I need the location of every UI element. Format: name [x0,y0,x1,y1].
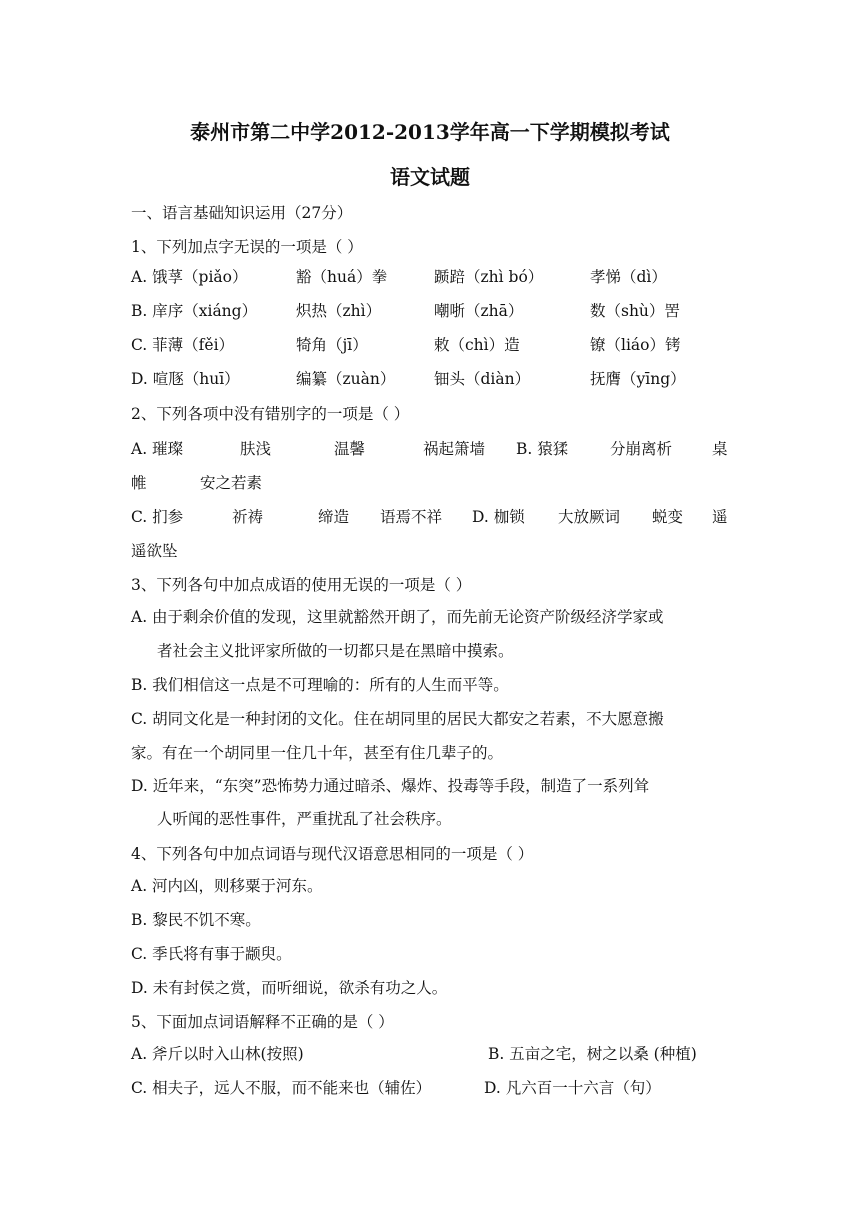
q2-a-word-3: 温馨 [334,440,366,458]
q5-option-b: B. 五亩之宅，树之以桑 (种植) [488,1045,697,1063]
q2-b-word-3-end: 帷 [131,474,147,492]
q2-b-word-2: 分崩离析 [610,440,673,458]
q2-b-word-3-start: 桌 [712,440,728,458]
q2-c-word-3: 缔造 [318,508,350,526]
q1-option-b-1: B. 庠序（xiáng） [131,302,258,320]
q2-d-word-3: 蜕变 [652,508,684,526]
q1-option-d-1: D. 喧豗（huī） [131,370,240,388]
q2-a-word-2: 肤浅 [240,440,272,458]
q1-option-d-3: 钿头（diàn） [434,370,531,388]
q2-c-word-4: 语焉不祥 [380,508,443,526]
q3-option-c-line-1: C. 胡同文化是一种封闭的文化。住在胡同里的居民大都安之若素，不大愿意搬 [131,710,664,728]
q5-option-c: C. 相夫子，远人不服，而不能来也（辅佐） [131,1079,432,1097]
q1-option-a-3: 踬踣（zhì bó） [434,268,544,286]
q1-option-d-4: 抚膺（yīng） [590,370,686,388]
exam-title: 泰州市第二中学2012-2013学年高一下学期模拟考试 [190,120,670,144]
q1-option-b-3: 嘲哳（zhā） [434,302,524,320]
q2-d-word-2: 大放厥词 [558,508,621,526]
q3-option-c-line-2: 家。有在一个胡同里一住几十年，甚至有住几辈子的。 [131,744,504,762]
section-heading: 一、语言基础知识运用（27分） [131,204,353,222]
q4-option-d: D. 未有封侯之赏，而听细说，欲杀有功之人。 [131,979,448,997]
q2-a-word-1: A. 璀璨 [131,440,184,458]
exam-subtitle: 语文试题 [390,165,470,189]
q1-option-d-2: 编纂（zuàn） [296,370,396,388]
question-1-stem: 1、下列加点字无误的一项是（ ） [131,238,363,256]
question-4-stem: 4、下列各句中加点词语与现代汉语意思相同的一项是（ ） [131,845,534,863]
q5-option-d: D. 凡六百一十六言（句） [484,1079,661,1097]
q1-option-a-1: A. 饿莩（piǎo） [131,268,248,286]
q1-option-c-4: 镣（liáo）铐 [590,336,681,354]
q4-option-b: B. 黎民不饥不寒。 [131,911,261,929]
q1-option-a-2: 豁（huá）拳 [296,268,388,286]
q3-option-b: B. 我们相信这一点是不可理喻的：所有的人生而平等。 [131,676,509,694]
q1-option-a-4: 孝悌（dì） [590,268,667,286]
q2-d-word-4-end: 遥欲坠 [131,542,178,560]
q2-a-word-4: 祸起箫墙 [423,440,486,458]
q3-option-a-line-1: A. 由于剩余价值的发现，这里就豁然开朗了，而先前无论资产阶级经济学家或 [131,608,664,626]
q3-option-d-line-2: 人听闻的恶性事件，严重扰乱了社会秩序。 [157,810,452,828]
q3-option-d-line-1: D. 近年来，“东突”恐怖势力通过暗杀、爆炸、投毒等手段，制造了一系列耸 [131,777,650,795]
q2-b-word-1: B. 猿猱 [516,440,569,458]
q4-option-c: C. 季氏将有事于颛臾。 [131,945,292,963]
question-2-stem: 2、下列各项中没有错别字的一项是（ ） [131,405,410,423]
q1-option-c-2: 犄角（jī） [296,336,368,354]
q1-option-c-3: 敕（chì）造 [434,336,520,354]
q1-option-b-2: 炽热（zhì） [296,302,382,320]
q2-d-word-1: D. 枷锁 [472,508,525,526]
q2-b-word-4: 安之若素 [200,474,263,492]
q1-option-b-4: 数（shù）罟 [590,302,680,320]
q1-option-c-1: C. 菲薄（fěi） [131,336,235,354]
q4-option-a: A. 河内凶，则移粟于河东。 [131,877,323,895]
question-5-stem: 5、下面加点词语解释不正确的是（ ） [131,1013,394,1031]
q5-option-a: A. 斧斤以时入山林(按照) [131,1045,304,1063]
q3-option-a-line-2: 者社会主义批评家所做的一切都只是在黑暗中摸索。 [157,642,514,660]
q2-c-word-2: 祈祷 [232,508,264,526]
q2-d-word-4-start: 遥 [712,508,728,526]
q2-c-word-1: C. 扪参 [131,508,184,526]
question-3-stem: 3、下列各句中加点成语的使用无误的一项是（ ） [131,576,472,594]
